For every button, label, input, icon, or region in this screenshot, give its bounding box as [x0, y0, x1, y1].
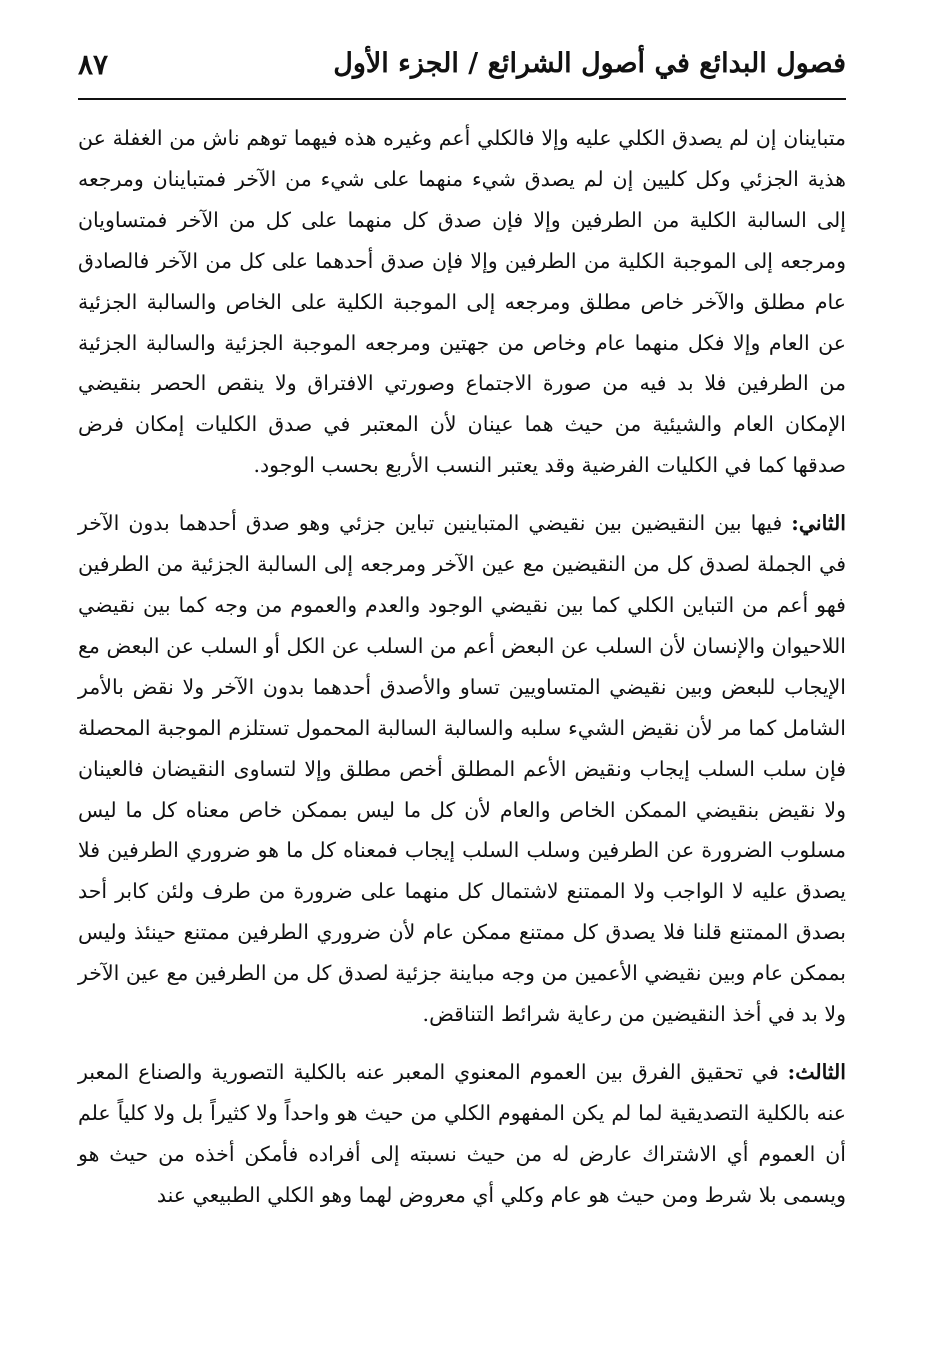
paragraph-3	[78, 1052, 846, 1216]
header-divider	[78, 98, 846, 100]
book-title: فصول البدائع في أصول الشرائع / الجزء الأول	[333, 48, 846, 79]
paragraph-1	[78, 118, 846, 486]
paragraph-2	[78, 503, 846, 1035]
page-number: ٨٧	[78, 48, 109, 81]
paragraph-2-text: فيها بين النقيضين بين نقيضي المتباينين تباين جزئي وهو صدق أحدهما بدون الآخر في الجملة لصدق كل من النقيضين مع عين الآخر ومرجعه إلى السالبة الجزئية من الطرفين فهو أعم من التباين الكلي كما بين نقيضي الوجود والعدم والعموم من وجه كما بين نقيضي اللاحيوان والإنسان لأن السلب عن البعض أعم من السلب عن الكل أو السلب عن البعض مع الإيجاب للبعض وبين نقيضي المتساويين تساو والأصدق أحدهما بدون الآخر ولا نقض بالأمر الشامل كما مر لأن نقيض الشيء سلبه والسالبة السالبة المحمول تستلزم الموجبة المحصلة فإن سلب السلب إيجاب ونقيض الأعم المطلق أخص مطلق وإلا لتساوى النقيضان فالعينان ولا نقيض بنقيضي الممكن الخاص والعام لأن كل ما ليس بممكن خاص معناه كل ما ليس مسلوب الضرورة عن الطرفين وسلب السلب إيجاب فمعناه كل ما هو ضروري الطرفين فلا يصدق عليه لا الواجب ولا الممتنع لاشتمال كل منهما على ضرورة من طرف ولئن كابر أحد بصدق الممتنع قلنا فلا يصدق كل ممتنع ممكن عام لأن ضروري الطرفين ممتنع حينئذ وليس بممكن عام وبين نقيضي الأعمين من وجه مباينة جزئية لصدق كل من الطرفين مع عين الآخر ولا بد في أخذ النقيضين من رعاية شرائط التناقض.	[78, 511, 846, 1027]
running-header	[78, 40, 846, 96]
paragraph-2-heading: الثاني:	[791, 511, 846, 536]
paragraph-1-text: متباينان إن لم يصدق الكلي عليه وإلا فالكلي أعم وغيره هذه فيهما توهم ناش من الغفلة عن هذية الجزئي وكل كليين إن لم يصدق شيء منهما على شيء من الآخر فمتباينان ومرجعه إلى السالبة الكلية من الطرفين وإلا فإن صدق كل منهما على كل من الآخر فمتساويان ومرجعه إلى الموجبة الكلية من الطرفين وإلا فإن صدق أحدهما على كل من الآخر فالصادق عام مطلق والآخر خاص مطلق ومرجعه إلى الموجبة الكلية على الخاص والسالبة الجزئية عن العام وإلا فكل منهما عام وخاص من جهتين ومرجعه الموجبة الجزئية والسالبة الجزئية من الطرفين فلا بد فيه من صورة الاجتماع وصورتي الافتراق ولا ينقص الحصر بنقيضي الإمكان العام والشيئية من حيث هما عينان لأن المعتبر في صدق الكليات إمكان فرض صدقها كما في الكليات الفرضية وقد يعتبر النسب الأربع بحسب الوجود.	[78, 126, 846, 478]
body-text	[78, 118, 846, 1216]
paragraph-3-heading: الثالث:	[787, 1059, 846, 1084]
paragraph-3-text: في تحقيق الفرق بين العموم المعنوي المعبر عنه بالكلية التصورية والصناع المعبر عنه بالكلية التصديقية لما لم يكن المفهوم الكلي من حيث هو واحداً ولا كثيراً بل ولا كلياً علم أن العموم أي الاشتراك عارض له من حيث نسبته إلى أفراده فأمكن أخذه من حيث هو ويسمى بلا شرط ومن حيث هو عام وكلي أي معروض لهما وهو الكلي الطبيعي عند	[78, 1059, 846, 1207]
